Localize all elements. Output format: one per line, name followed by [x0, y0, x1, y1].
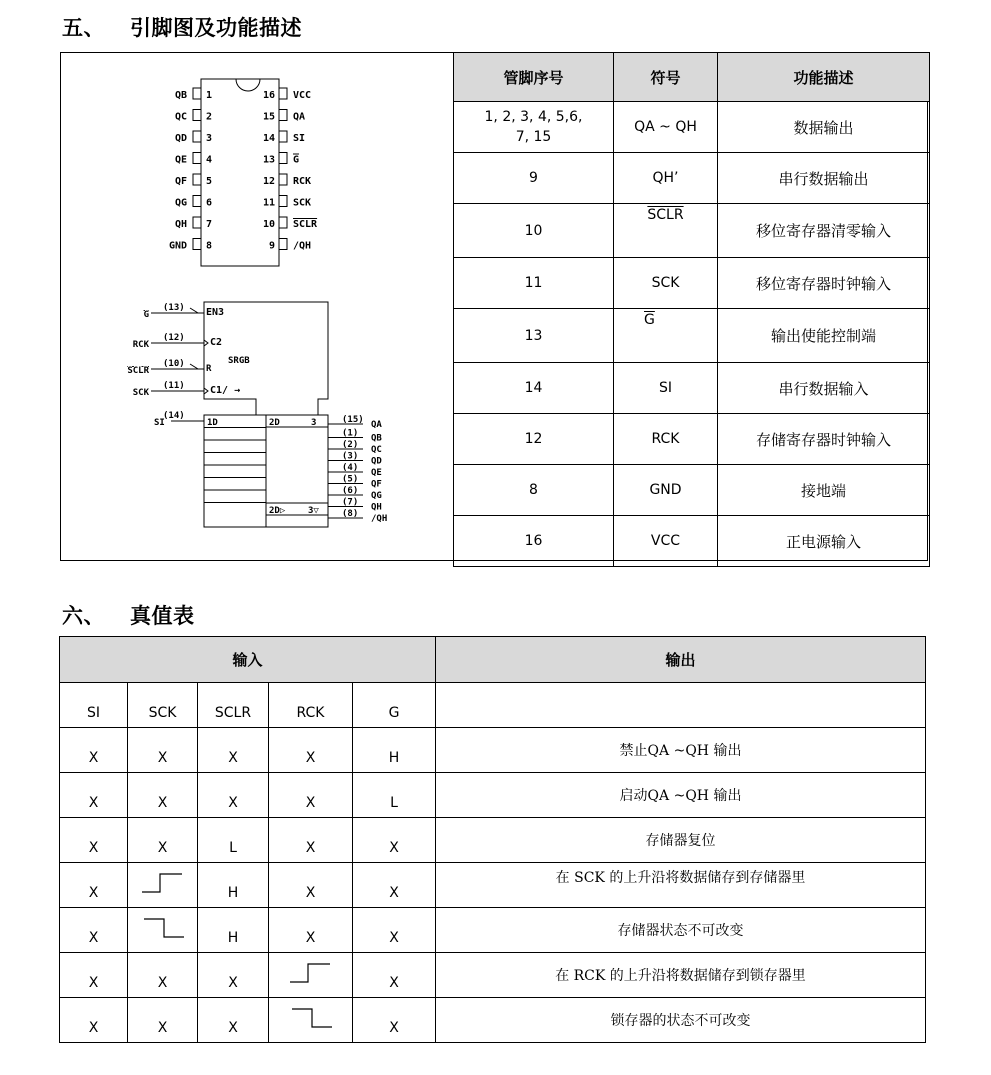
- pin-name-left: QC: [174, 111, 187, 123]
- cell-output: 禁止QA ~QH 输出: [436, 728, 926, 773]
- cell-output: 在 RCK 的上升沿将数据储存到锁存器里: [436, 953, 926, 998]
- logic-output-name: QH: [371, 502, 382, 513]
- logic-input-name: SCK: [132, 388, 149, 398]
- cell-g: L: [353, 773, 436, 818]
- pin-name-right: SI: [293, 133, 306, 144]
- pin-name-left: QH: [174, 219, 187, 230]
- pin-box: [279, 217, 287, 228]
- logic-output-name: QE: [371, 468, 382, 478]
- pin-description: 存储寄存器时钟输入: [718, 414, 930, 465]
- dip-package: [169, 79, 318, 266]
- pin-box: [193, 239, 201, 250]
- chip-diagrams: [61, 53, 453, 560]
- pin-number-left: 1: [206, 90, 213, 101]
- clock-mark: [204, 340, 208, 346]
- col-output-blank: [436, 683, 926, 728]
- table-row: [60, 728, 926, 773]
- pin-number-right: 11: [262, 197, 275, 209]
- pin-number-left: 4: [206, 154, 213, 166]
- table-row: [60, 818, 926, 863]
- pin-description: 正电源输入: [718, 516, 930, 567]
- pin-symbol: QH’: [614, 153, 718, 204]
- pin-name-left: QF: [174, 176, 187, 187]
- pin-description: 接地端: [718, 465, 930, 516]
- cell-sck: X: [128, 998, 198, 1043]
- logic-output-pin: (3): [342, 451, 359, 462]
- cell-sclr: X: [198, 998, 269, 1043]
- pin-name-right: QA: [293, 111, 306, 123]
- pin-name-left: QG: [174, 197, 187, 209]
- label-3-last: 3▽: [308, 506, 319, 516]
- col-rck: RCK: [269, 683, 353, 728]
- cell-sclr: L: [198, 818, 269, 863]
- pin-box: [279, 131, 287, 142]
- cell-sclr: X: [198, 953, 269, 998]
- pin-numbers: 16: [454, 516, 614, 567]
- cell-si: X: [60, 953, 128, 998]
- label-en3: EN3: [206, 307, 225, 318]
- table-row: [454, 309, 930, 363]
- section5-number: 五、: [62, 16, 105, 40]
- cell-g: X: [353, 863, 436, 908]
- cell-rck: X: [269, 728, 353, 773]
- cell-si: X: [60, 998, 128, 1043]
- col-g: G: [353, 683, 436, 728]
- cell-si: X: [60, 818, 128, 863]
- output-header: 输出: [436, 637, 926, 683]
- cell-sclr: X: [198, 728, 269, 773]
- logic-output-pin: (2): [342, 440, 359, 450]
- pin-symbol: QA ~ QH: [614, 102, 718, 153]
- logic-input-pin: (13): [163, 303, 185, 313]
- pin-function-table: [453, 52, 930, 567]
- cell-sck: X: [128, 728, 198, 773]
- cell-si: X: [60, 728, 128, 773]
- logic-input-pin: (10): [163, 359, 185, 369]
- cell-rck: X: [269, 863, 353, 908]
- rising-edge-icon: [138, 868, 188, 898]
- section6-number: 六、: [62, 604, 105, 628]
- inverter-mark: [190, 364, 198, 369]
- logic-output-name: QC: [371, 445, 382, 455]
- pin-number-right: 14: [262, 133, 275, 144]
- pin-number-right: 15: [262, 111, 275, 123]
- logic-input-pin: (14): [163, 411, 185, 421]
- pin-number-left: 2: [206, 111, 213, 123]
- cell-output: 存储器状态不可改变: [436, 908, 926, 953]
- pin-box: [279, 110, 287, 121]
- cell-sck: X: [128, 773, 198, 818]
- section5-heading: [62, 12, 302, 42]
- logic-output-name: /QH: [371, 514, 388, 524]
- input-header: 输入: [60, 637, 436, 683]
- pin-table-header: [454, 53, 930, 102]
- pin-symbol: $\overline{G}$: [644, 312, 655, 328]
- logic-output-pin: (4): [342, 463, 359, 473]
- pin-description: 移位寄存器时钟输入: [718, 258, 930, 309]
- pin-symbol-cell: [614, 204, 718, 258]
- header-pin-number: 管脚序号: [454, 53, 614, 102]
- pin-name-right: SCLR: [293, 219, 318, 230]
- table-row: [60, 863, 926, 908]
- cell-rck: X: [269, 773, 353, 818]
- column-header-row: [60, 683, 926, 728]
- pin-numbers: 12: [454, 414, 614, 465]
- logic-input-name: G: [143, 310, 149, 320]
- pin-name-left: QB: [174, 90, 187, 101]
- pin-number-left: 8: [206, 240, 213, 252]
- table-row: [60, 998, 926, 1043]
- logic-output-pin: (5): [342, 474, 359, 485]
- pin-symbol: GND: [614, 465, 718, 516]
- table-row: [454, 258, 930, 309]
- pin-description: 移位寄存器清零输入: [718, 204, 930, 258]
- cell-si: X: [60, 863, 128, 908]
- pin-name-left: QD: [174, 133, 187, 144]
- logic-output-pin: (15): [342, 415, 364, 425]
- pin-name-right: RCK: [293, 176, 312, 187]
- col-sclr: SCLR: [198, 683, 269, 728]
- pin-box: [193, 131, 201, 142]
- cell-sclr: H: [198, 863, 269, 908]
- pin-symbol: VCC: [614, 516, 718, 567]
- pin-number-right: 13: [262, 154, 275, 166]
- table-row: [60, 773, 926, 818]
- logic-output-name: QD: [371, 456, 382, 467]
- col-si: SI: [60, 683, 128, 728]
- label-2d-last: 2D▷: [269, 506, 286, 516]
- pin-numbers: 1, 2, 3, 4, 5,6, 7, 15: [454, 102, 614, 153]
- table-row: [60, 908, 926, 953]
- pin-symbol: SCLR: [647, 207, 684, 223]
- pin-box: [193, 174, 201, 185]
- cell-rck: X: [269, 908, 353, 953]
- label-r: R: [206, 364, 212, 374]
- pin-number-left: 7: [206, 219, 213, 230]
- pin-number-left: 3: [206, 133, 213, 144]
- pin-number-right: 16: [262, 90, 275, 101]
- pin-description: 输出使能控制端: [718, 309, 930, 363]
- cell-output: 锁存器的状态不可改变: [436, 998, 926, 1043]
- label-1d: 1D: [207, 418, 218, 428]
- falling-edge-icon: [286, 1003, 336, 1033]
- logic-input-name: SI: [154, 418, 165, 428]
- section5-title: 引脚图及功能描述: [130, 16, 302, 40]
- table-row: [454, 204, 930, 258]
- edge-cell: [128, 863, 198, 908]
- edge-cell: [128, 908, 198, 953]
- cell-sclr: X: [198, 773, 269, 818]
- label-c2: C2: [210, 337, 223, 348]
- header-symbol: 符号: [614, 53, 718, 102]
- table-row: [454, 516, 930, 567]
- section6-heading: [62, 600, 195, 630]
- table-row: [454, 465, 930, 516]
- pin-name-right: /QH: [293, 240, 312, 252]
- pin-description: 串行数据输入: [718, 363, 930, 414]
- pin-name-right: VCC: [293, 90, 312, 101]
- col-sck: SCK: [128, 683, 198, 728]
- cell-output: 存储器复位: [436, 818, 926, 863]
- logic-input-name: RCK: [132, 340, 149, 350]
- table-row: [454, 363, 930, 414]
- logic-output-name: QG: [371, 491, 382, 501]
- clock-mark: [204, 388, 208, 394]
- pin-numbers: 13: [454, 309, 614, 363]
- cell-output: 在 SCK 的上升沿将数据储存到存储器里: [436, 863, 926, 908]
- logic-output-name: QF: [371, 479, 382, 490]
- cell-g: X: [353, 818, 436, 863]
- cell-g: X: [353, 953, 436, 998]
- truth-table-header: [60, 637, 926, 683]
- logic-output-pin: (6): [342, 486, 359, 496]
- cell-si: X: [60, 773, 128, 818]
- label-2d: 2D: [269, 418, 280, 428]
- cell-sck: X: [128, 818, 198, 863]
- cell-sclr: H: [198, 908, 269, 953]
- pin-box: [193, 196, 201, 207]
- logic-output-pin: (8): [342, 509, 359, 519]
- pin-box: [279, 88, 287, 99]
- section6-title: 真值表: [130, 604, 195, 628]
- pin-description: 串行数据输出: [718, 153, 930, 204]
- pin-box: [279, 153, 287, 164]
- logic-output-name: QB: [371, 433, 382, 444]
- table-row: [454, 414, 930, 465]
- falling-edge-icon: [138, 913, 188, 943]
- label-srgb: SRGB: [228, 356, 250, 366]
- pin-name-left: GND: [168, 240, 187, 252]
- logic-output-pin: (1): [342, 428, 359, 439]
- table-row: [454, 153, 930, 204]
- cell-g: H: [353, 728, 436, 773]
- pin-numbers: 11: [454, 258, 614, 309]
- cell-output: 启动QA ~QH 输出: [436, 773, 926, 818]
- pin-number-left: 6: [206, 197, 213, 209]
- pin-symbol-cell: [614, 309, 718, 363]
- cell-si: X: [60, 908, 128, 953]
- pin-box: [193, 153, 201, 164]
- pin-name-right: G: [293, 154, 300, 166]
- logic-input-pin: (11): [163, 381, 185, 391]
- pin-symbol: SCK: [614, 258, 718, 309]
- table-row: [454, 102, 930, 153]
- logic-input-name: SCLR: [127, 366, 149, 376]
- pin-box: [193, 88, 201, 99]
- pin-numbers: 14: [454, 363, 614, 414]
- inverter-mark: [190, 308, 198, 313]
- logic-output-pin: (7): [342, 497, 359, 508]
- pin-function-frame: [60, 52, 928, 561]
- table-row: [60, 953, 926, 998]
- pin-number-right: 9: [268, 240, 275, 252]
- cell-sck: X: [128, 953, 198, 998]
- logic-input-pin: (12): [163, 333, 185, 343]
- edge-cell: [269, 953, 353, 998]
- cell-rck: X: [269, 818, 353, 863]
- label-3: 3: [311, 418, 317, 428]
- header-description: 功能描述: [718, 53, 930, 102]
- pin-box: [279, 239, 287, 250]
- pin-number-left: 5: [206, 176, 213, 187]
- cell-g: X: [353, 908, 436, 953]
- pin-name-right: SCK: [293, 197, 312, 209]
- pin-symbol: RCK: [614, 414, 718, 465]
- logic-symbol: [127, 302, 387, 527]
- pin-box: [279, 196, 287, 207]
- pin-box: [279, 174, 287, 185]
- pin-box: [193, 217, 201, 228]
- pin-numbers: 9: [454, 153, 614, 204]
- label-c1: C1/ →: [210, 385, 241, 396]
- pin-number-right: 10: [262, 219, 275, 230]
- pin-symbol: SI: [614, 363, 718, 414]
- diagram-area: [61, 53, 453, 560]
- edge-cell: [269, 998, 353, 1043]
- rising-edge-icon: [286, 958, 336, 988]
- cell-g: X: [353, 998, 436, 1043]
- pin-description: 数据输出: [718, 102, 930, 153]
- pin-name-left: QE: [174, 154, 187, 166]
- pin-numbers: 10: [454, 204, 614, 258]
- pin-box: [193, 110, 201, 121]
- truth-table: [59, 636, 926, 1043]
- pin-numbers: 8: [454, 465, 614, 516]
- pin-number-right: 12: [262, 176, 275, 187]
- logic-output-name: QA: [371, 420, 382, 430]
